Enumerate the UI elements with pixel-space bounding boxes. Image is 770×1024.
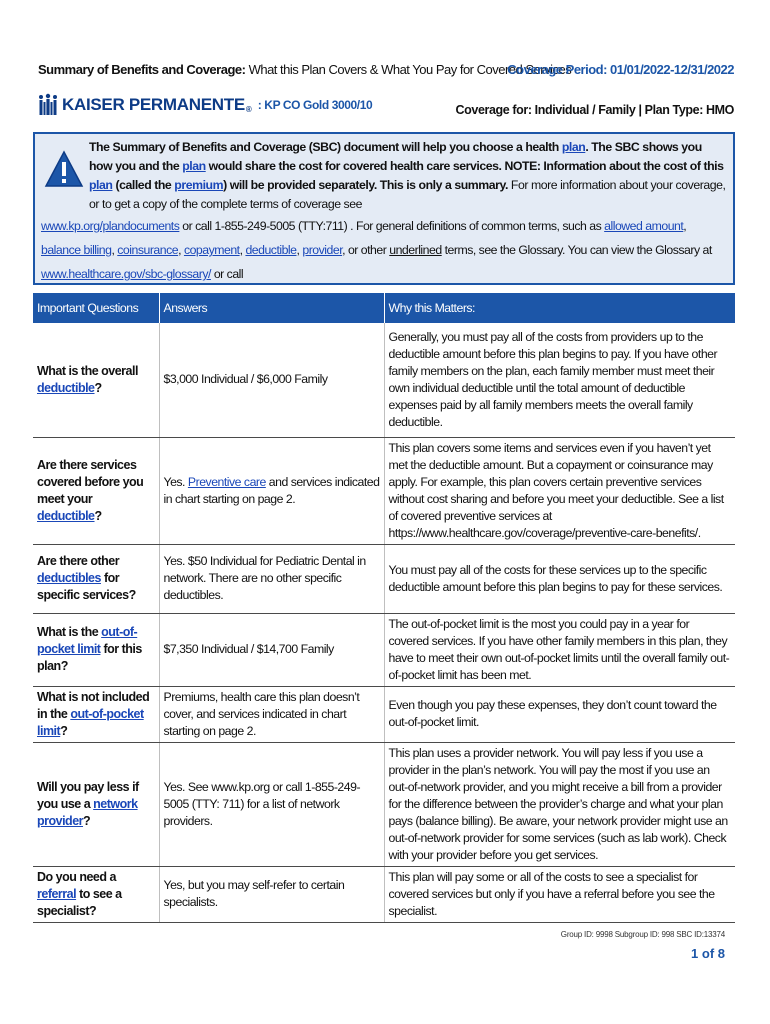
glossary-term-link[interactable]: out-of-pocket limit (37, 625, 138, 656)
question-text: ? (83, 813, 91, 828)
question-text: What is the overall (37, 363, 138, 378)
question-text: ? (60, 723, 68, 738)
question-text: What is not included in the (37, 689, 150, 721)
notice-details: www.kp.org/plandocuments or call 1-855-249-5005 (TTY:711) . For general definitions of common terms, such as allowed amount, balance billing, coinsurance, copayment, deductible, provider, or other underlined terms, see the Glossary. You can view the Glossary at www.healthcare.gov/sbc-glossary/ or call (41, 214, 727, 310)
question-cell (33, 686, 159, 742)
coverage-period: Coverage Period: 01/01/2022-12/31/2022 (507, 62, 734, 77)
glossary-term-link[interactable]: deductibles (37, 571, 101, 585)
notice-text: ) will be provided separately. This is only a summary. (223, 178, 508, 192)
glossary-term-link[interactable]: network provider (37, 796, 138, 828)
why-cell (384, 323, 735, 437)
coverage-for: Coverage for: Individual / Family | Plan Type: HMO (455, 103, 734, 117)
table-row (33, 437, 735, 544)
answer-cell (159, 866, 384, 922)
important-questions-table (33, 293, 735, 923)
notice-summary (89, 138, 727, 214)
sbc-notice-box (33, 132, 735, 285)
notice-text: (called the (112, 178, 175, 192)
glossary-term-link[interactable]: out-of-pocket limit (37, 706, 144, 738)
why-text: This plan covers some items and services even if you haven’t yet met the deductible amount. But a copayment or coinsurance may apply. For example, this plan covers certain preventive services without cost sharing and before you meet your deductible. See a list of covered preventive services at https://www.healthcare.gov/coverage/preventive-care-benefits/. (388, 440, 724, 540)
why-text: Even though you pay these expenses, they don’t count toward the out-of-pocket limit. (388, 698, 717, 729)
answer-text: Yes. (163, 474, 188, 489)
document-header (38, 62, 734, 84)
question-cell (33, 544, 159, 613)
page-number: 1 of 8 (691, 946, 725, 961)
plandocuments-link[interactable]: www.kp.org/plandocuments (41, 219, 180, 233)
column-header: Why this Matters: (384, 293, 735, 323)
column-header: Answers (159, 293, 384, 323)
kaiser-logo-icon (38, 93, 58, 117)
why-text: The out-of-pocket limit is the most you could pay in a year for covered services. If you have other family members in this plan, they have to meet their own out-of-pocket limits until the overall family out-of-pocket limit has been met. (388, 616, 730, 682)
plan-link[interactable]: plan (182, 159, 206, 173)
why-text: Generally, you must pay all of the costs from providers up to the deductible amount before this plan begins to pay. If you have other family members on the plan, each family member must meet their own individual deductible until the total amount of deductible expenses paid by all family members meets the overall family deductible. (388, 329, 718, 429)
table-row (33, 544, 735, 613)
question-cell (33, 437, 159, 544)
answer-cell (159, 742, 384, 866)
question-text: Will you pay less if you use a (37, 779, 139, 811)
premium-link[interactable]: premium (174, 178, 224, 192)
notice-text: terms, see the Glossary. You can view the Glossary at (441, 243, 712, 257)
table-row (33, 323, 735, 437)
allowed-amount-link[interactable]: allowed amount (604, 219, 684, 233)
table-row (33, 686, 735, 742)
answer-text: $3,000 Individual / $6,000 Family (163, 372, 328, 387)
coinsurance-link[interactable]: coinsurance (117, 243, 179, 257)
provider-link[interactable]: provider (302, 243, 343, 257)
answer-text: and services indicated in chart starting on page 2. (163, 474, 380, 506)
notice-text: For more information about your coverage, or to get a copy of the complete terms of coverage see (89, 178, 726, 211)
question-text: Do you need a (37, 869, 116, 884)
why-cell (384, 686, 735, 742)
why-text: This plan uses a provider network. You will pay less if you use a provider in the plan’s network. You will pay the most if you use an out-of-network provider, and you might receive a bill from a provider for the difference between the provider’s charge and what your plan pays (balance billing). Be aware, your network provider might use an out-of-network provider for some services (such as lab work). Check with your provider before you get services. (388, 745, 728, 862)
table-header-row (33, 293, 735, 323)
question-text: for specific services? (37, 571, 136, 602)
plan-link[interactable]: plan (561, 140, 586, 154)
answer-cell (159, 323, 384, 437)
why-text: You must pay all of the costs for these services up to the specific deductible amount before this plan begins to pay for these services. (388, 562, 723, 594)
question-text: What is the (37, 625, 102, 639)
answer-text: Yes. $50 Individual for Pediatric Dental in network. There are no other specific deductibles. (163, 554, 366, 602)
question-text: Are there services covered before you meet your (37, 457, 144, 506)
question-text: ? (94, 380, 102, 395)
deductible-link[interactable]: deductible (245, 243, 297, 257)
notice-text: The Summary of Benefits and Coverage (SBC) document will help you choose a health (89, 140, 562, 154)
logo-row (38, 93, 734, 123)
registered-icon: ® (245, 104, 252, 114)
table-row (33, 613, 735, 686)
why-cell (384, 544, 735, 613)
question-cell (33, 866, 159, 922)
question-text: to see a specialist? (37, 886, 122, 918)
glossary-term-link[interactable]: Preventive care (187, 474, 266, 489)
document-title-rest: What this Plan Covers & What You Pay for Covered Services (245, 62, 572, 77)
notice-text: or call 1-855-249-5005 (TTY:711) . For general definitions of common terms, such as (179, 219, 605, 233)
notice-text: . The SBC shows you how you and the (89, 140, 702, 173)
answer-cell (159, 437, 384, 544)
glossary-term-link[interactable]: deductible (37, 380, 95, 395)
glossary-term-link[interactable]: referral (37, 886, 77, 901)
balance-billing-link[interactable]: balance billing (41, 243, 112, 257)
glossary-link[interactable]: www.healthcare.gov/sbc-glossary/ (41, 267, 211, 281)
answer-cell (159, 686, 384, 742)
question-text: ? (94, 508, 102, 523)
table-row (33, 742, 735, 866)
answer-text: $7,350 Individual / $14,700 Family (163, 642, 334, 656)
warning-icon (44, 150, 84, 190)
plan-link[interactable]: plan (89, 178, 113, 192)
question-cell (33, 323, 159, 437)
plan-name: : KP CO Gold 3000/10 (257, 98, 373, 112)
notice-text: would share the cost for covered health care services. NOTE: Information about the cost of this (205, 159, 724, 173)
notice-text: or call (210, 267, 244, 281)
why-text: This plan will pay some or all of the costs to see a specialist for covered services but only if you have a referral before you see the specialist. (388, 869, 715, 918)
why-cell (384, 437, 735, 544)
question-cell (33, 613, 159, 686)
question-cell (33, 742, 159, 866)
answer-cell (159, 544, 384, 613)
document-title (38, 62, 571, 77)
copayment-link[interactable]: copayment (183, 243, 240, 257)
glossary-term-link[interactable]: deductible (37, 508, 95, 523)
answer-text: Yes. See www.kp.org or call 1-855-249-5005 (TTY: 711) for a list of network providers. (163, 779, 361, 828)
logo (38, 93, 372, 117)
underlined-term: underlined (389, 243, 442, 257)
document-ids: Group ID: 9998 Subgroup ID: 998 SBC ID:13374 (560, 930, 725, 939)
why-cell (384, 613, 735, 686)
table-row (33, 866, 735, 922)
answer-cell (159, 613, 384, 686)
notice-text: , or other (342, 243, 390, 257)
why-cell (384, 866, 735, 922)
answer-text: Yes, but you may self-refer to certain specialists. (163, 878, 345, 909)
answer-text: Premiums, health care this plan doesn’t cover, and services indicated in chart starting on page 2. (163, 689, 360, 738)
logo-wordmark: KAISER PERMANENTE (62, 95, 245, 114)
document-title-bold: Summary of Benefits and Coverage: (38, 62, 246, 77)
question-text: Are there other (37, 554, 120, 568)
why-cell (384, 742, 735, 866)
question-text: for this plan? (37, 642, 142, 673)
column-header: Important Questions (33, 293, 159, 323)
